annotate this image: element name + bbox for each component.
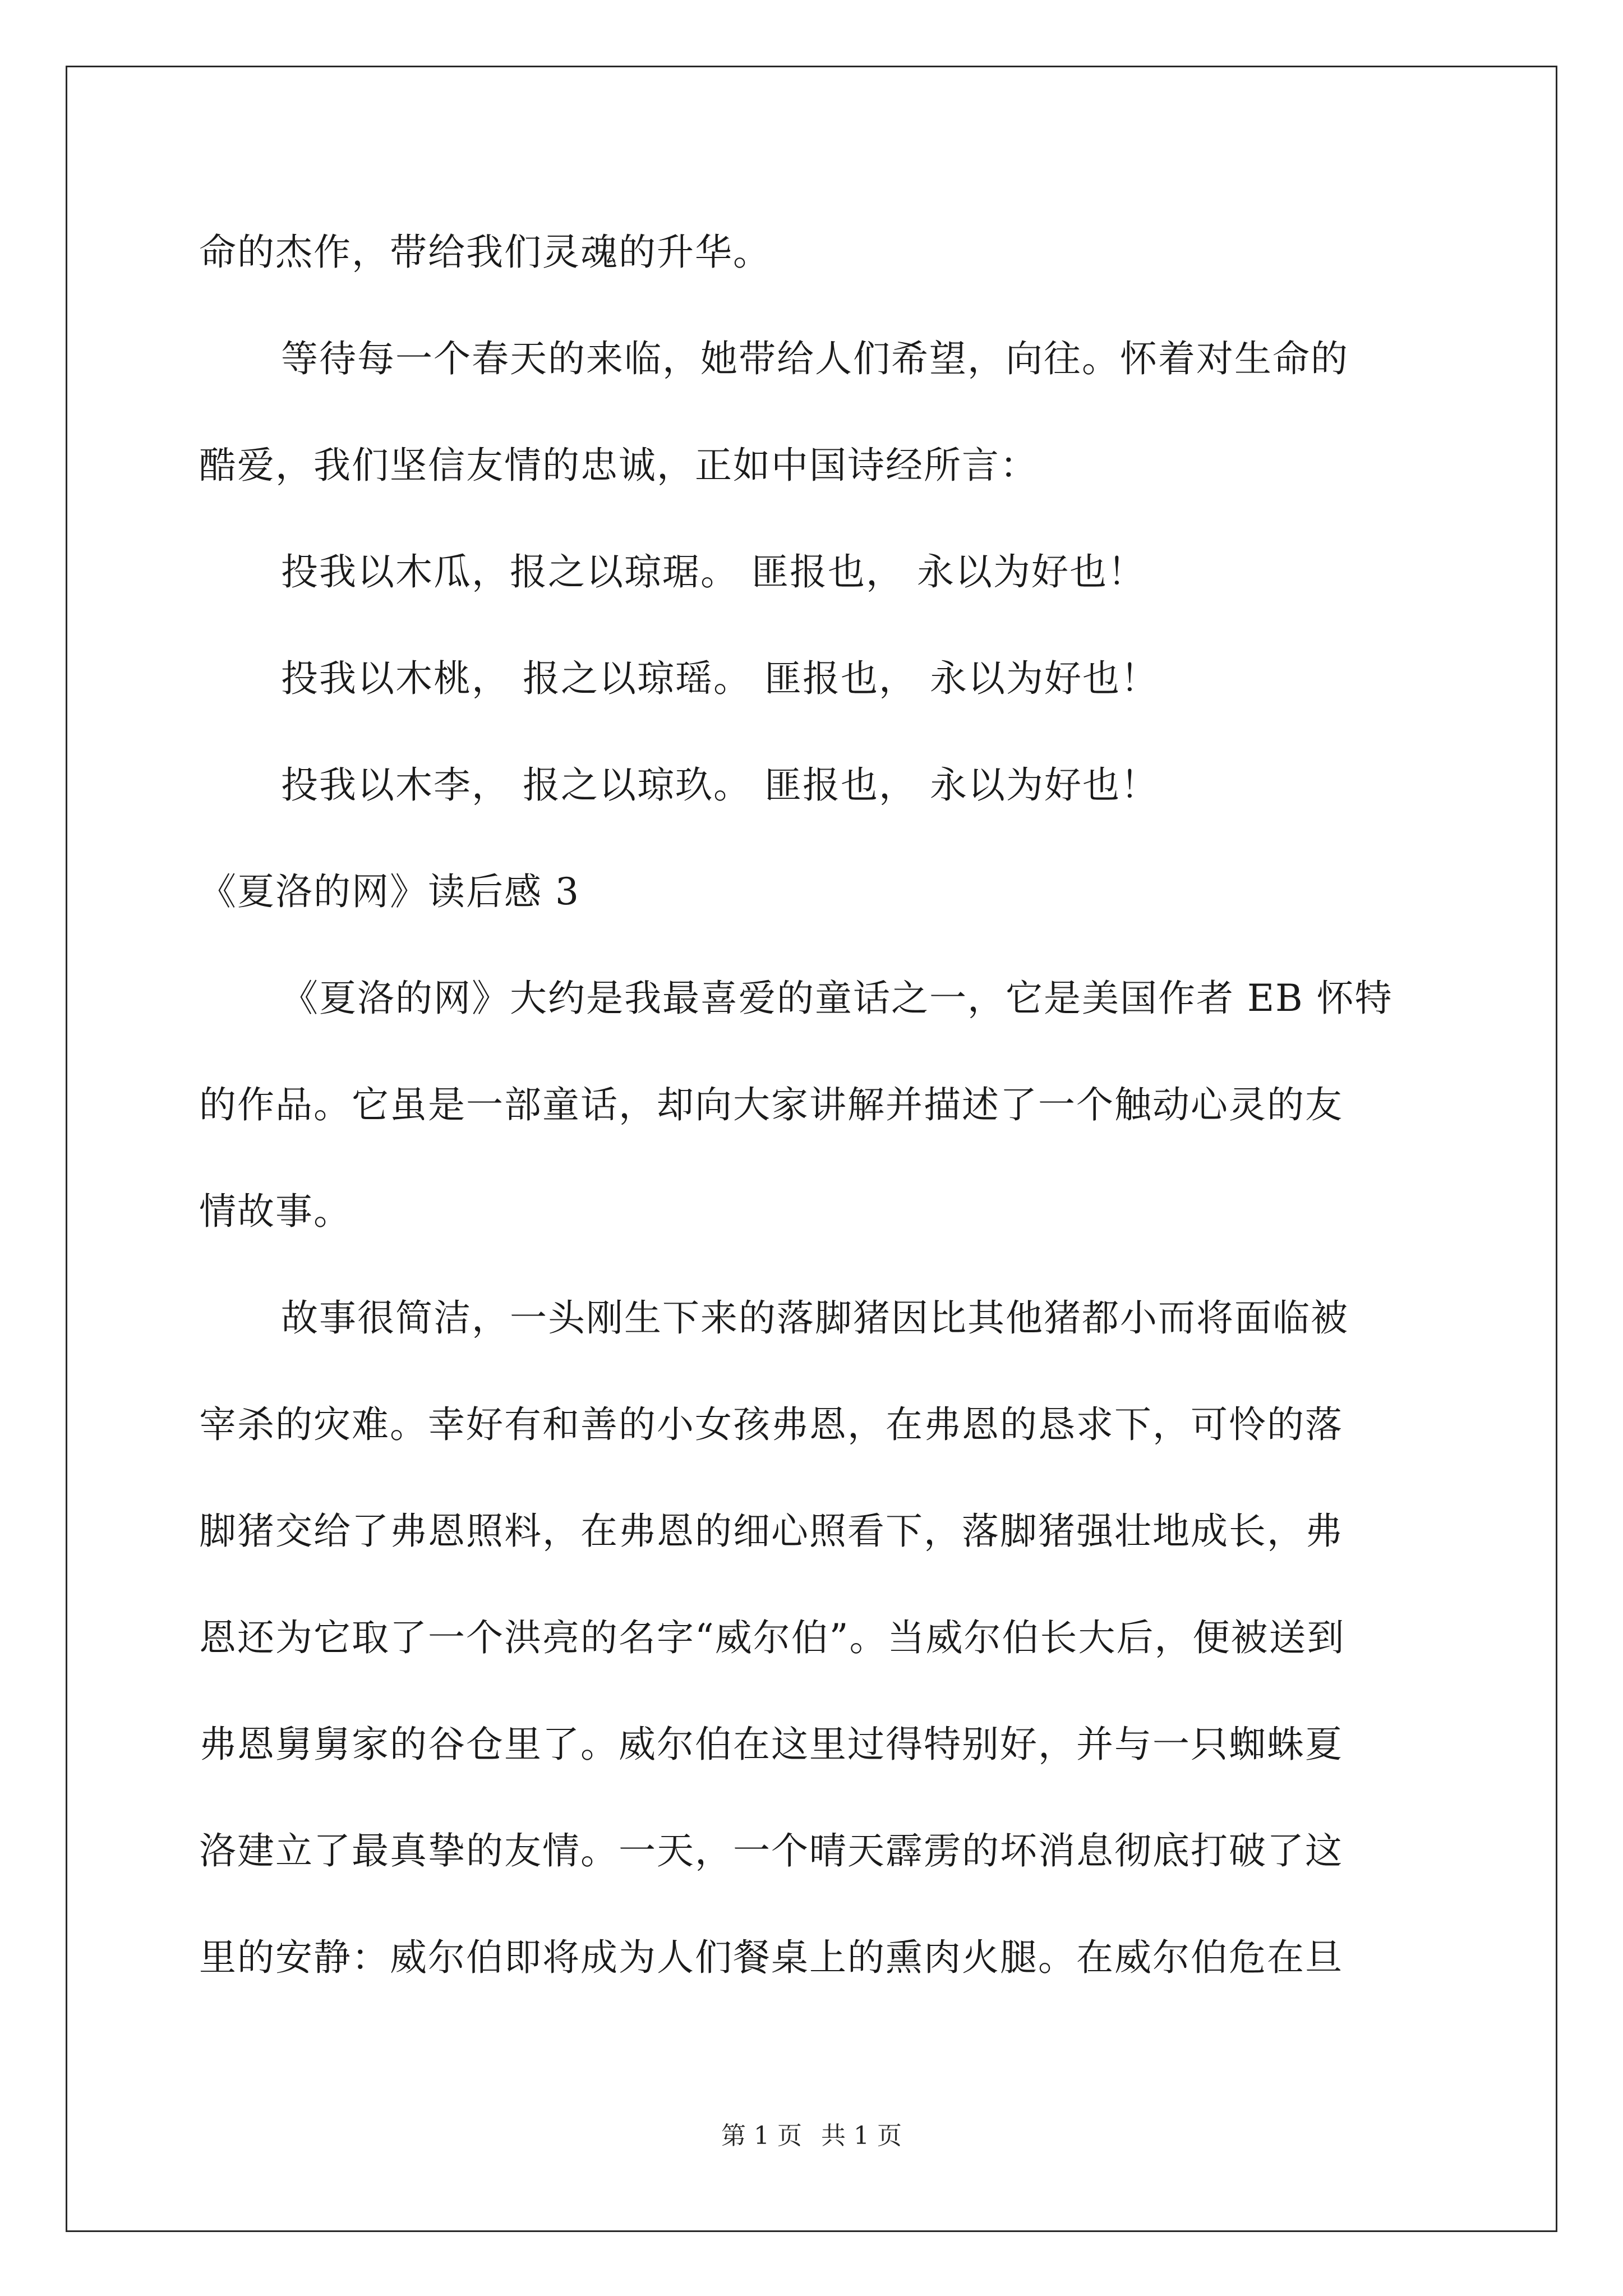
text-line-10: 情故事。 <box>199 1190 352 1233</box>
document-body <box>199 199 1427 2011</box>
text-line-16: 洛建立了最真挚的友情。一天，一个晴天霹雳的坏消息彻底打破了这 <box>199 1829 1343 1872</box>
text-line-14: 恩还为它取了一个洪亮的名字“威尔伯”。当威尔伯长大后，便被送到 <box>199 1616 1345 1659</box>
page-footer <box>0 2119 1623 2153</box>
text-line-12: 宰杀的灾难。幸好有和善的小女孩弗恩，在弗恩的恳求下，可怜的落 <box>199 1403 1343 1446</box>
text-line-13: 脚猪交给了弗恩照料，在弗恩的细心照看下，落脚猪强壮地成长，弗 <box>199 1510 1343 1553</box>
text-line-1: 命的杰作，带给我们灵魂的升华。 <box>199 231 771 274</box>
text-line-8: 《夏洛的网》大约是我最喜爱的童话之一，它是美国作者 EB 怀特 <box>281 977 1393 1020</box>
text-line-17: 里的安静：威尔伯即将成为人们餐桌上的熏肉火腿。在威尔伯危在旦 <box>199 1936 1343 1979</box>
poem-line-2: 投我以木桃， 报之以琼瑶。 匪报也， 永以为好也！ <box>281 657 1159 700</box>
text-line-11: 故事很简洁，一头刚生下来的落脚猪因比其他猪都小而将面临被 <box>281 1296 1349 1340</box>
page-number: 第 1 页 <box>721 2122 802 2150</box>
text-line-2: 等待每一个春天的来临，她带给人们希望，向往。怀着对生命的 <box>281 337 1349 380</box>
text-line-15: 弗恩舅舅家的谷仓里了。威尔伯在这里过得特别好，并与一只蜘蛛夏 <box>199 1723 1343 1766</box>
section-heading: 《夏洛的网》读后感 3 <box>199 870 580 913</box>
text-line-9: 的作品。它虽是一部童话，却向大家讲解并描述了一个触动心灵的友 <box>199 1083 1343 1126</box>
poem-line-3: 投我以木李， 报之以琼玖。 匪报也， 永以为好也！ <box>281 763 1159 807</box>
text-line-3: 酷爱，我们坚信友情的忠诚，正如中国诗经所言： <box>199 444 1038 487</box>
poem-line-1: 投我以木瓜，报之以琼琚。 匪报也， 永以为好也！ <box>281 550 1146 593</box>
page-total: 共 1 页 <box>821 2122 902 2150</box>
